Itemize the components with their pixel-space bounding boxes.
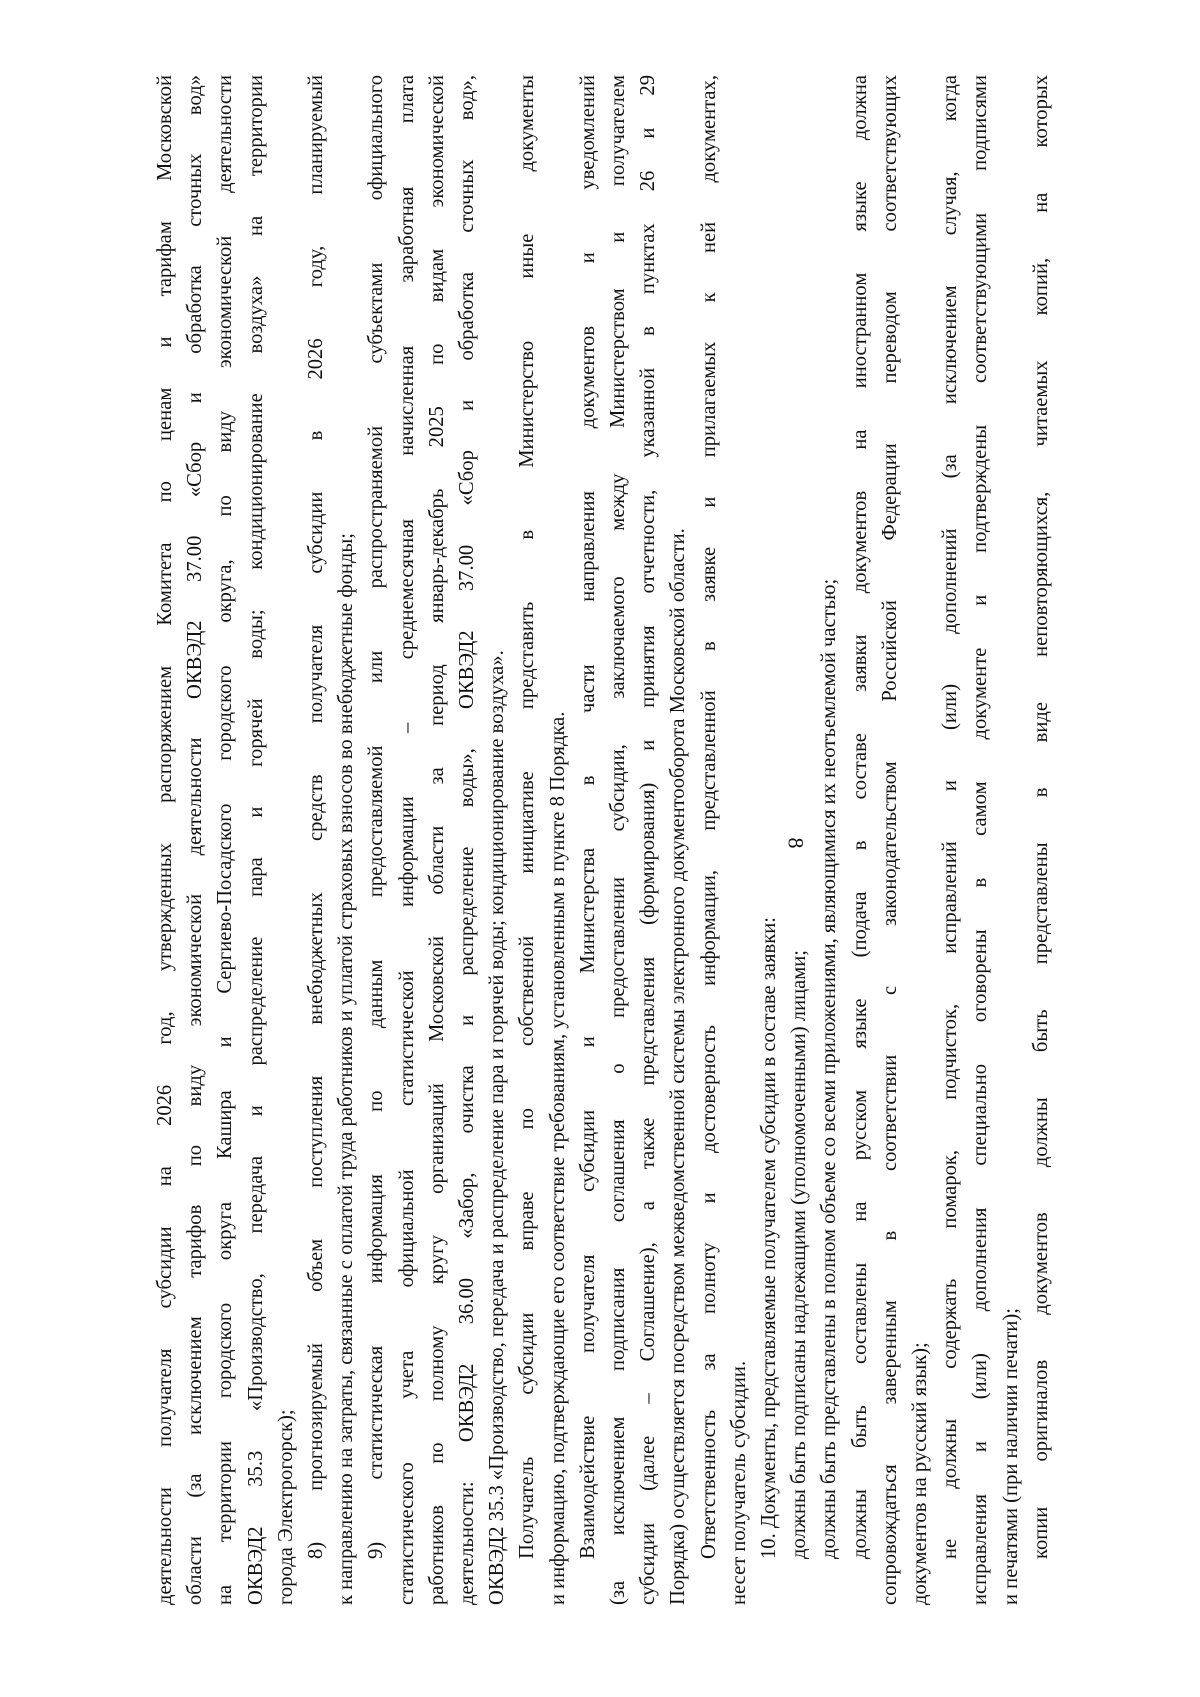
text-line: города Электрогорск); <box>274 1409 297 1605</box>
text-line: Ответственность за полноту и достоверность информации, представленной в заявке и прилагаемых к ней документах, <box>697 75 720 1559</box>
text-line: исправления и (или) дополнения специально оговорены в самом документе и подтверждены соответствующими подписями <box>969 75 992 1605</box>
text-line: Получатель субсидии вправе по собственной инициативе представить в Министерство иные документы <box>516 75 539 1559</box>
text-line: 9) статистическая информация по данным предоставляемой или распространяемой субъектами официального <box>365 75 388 1559</box>
document-body <box>150 75 1056 1605</box>
text-line: деятельности получателя субсидии на 2026 год, утвержденных распоряжением Комитета по ценам и тарифам Московской <box>154 75 176 1605</box>
text-line: на территории городского округа Кашира и Сергиево-Посадского городского округа, по виду экономической деятельности <box>214 75 237 1605</box>
text-line: деятельности: ОКВЭД2 36.00 «Забор, очистка и распределение воды», ОКВЭД2 37.00 «Сбор и обработка сточных вод», <box>456 75 479 1605</box>
text-line: должны быть подписаны надлежащими (уполномоченными) лицами; <box>788 949 811 1559</box>
text-line: и печатями (при наличии печати); <box>999 1308 1022 1605</box>
text-line: ОКВЭД2 35.3 «Производство, передача и распределение пара и горячей воды; кондиционирование воздуха». <box>486 650 509 1605</box>
text-line: и информацию, подтверждающие его соответствие требованиям, установленным в пункте 8 Порядка. <box>546 711 569 1605</box>
text-line: Взаимодействие получателя субсидии и Министерства в части направления документов и уведомлений <box>576 75 599 1559</box>
text-line: к направлению на затраты, связанные с оплатой труда работников и уплатой страховых взносов во внебюджетные фонды; <box>335 533 358 1605</box>
text-line: статистического учета официальной статистической информации – среднемесячная начисленная заработная плата <box>395 75 418 1605</box>
text-line: (за исключением подписания соглашения о предоставлении субсидии, заключаемого между Министерством и получателем <box>607 75 630 1605</box>
text-line: копии оригиналов документов должны быть представлены в виде неповторяющихся, читаемых копий, на которых <box>1029 75 1052 1559</box>
text-line: должны быть представлены в полном объеме со всеми приложениями, являющимися их неотъемлемой частью; <box>818 578 841 1559</box>
text-line: несет получатель субсидии. <box>727 1360 750 1605</box>
text-line: работников по полному кругу организаций Московской области за период январь-декабрь 2025 по видам экономической <box>425 75 448 1605</box>
text-line: сопровождаться заверенным в соответствии с законодательством Российской Федерации переводом соответствующих <box>878 75 901 1605</box>
text-line: не должны содержать помарок, подчисток, исправлений и (или) дополнений (за исключением случая, когда <box>939 75 962 1559</box>
text-line: Порядка) осуществляется посредством межведомственной системы электронного документооборота Московской области. <box>667 528 690 1605</box>
text-line: документов на русский язык); <box>909 1342 932 1605</box>
page-number: 8 <box>783 837 809 849</box>
text-line: субсидии (далее – Соглашение), а также представления (формирования) и принятия отчетности, указанной в пунктах 26 и 29 <box>637 75 660 1605</box>
text-line: должны быть составлены на русском языке (подача в составе заявки документов на иностранном языке должна <box>848 75 871 1559</box>
text-line: области (за исключением тарифов по виду экономической деятельности ОКВЭД2 37.00 «Сбор и обработка сточных вод» <box>184 75 207 1605</box>
text-line: 8) прогнозируемый объем поступления внебюджетных средств получателя субсидии в 2026 году, планируемый <box>305 75 328 1559</box>
text-line: 10. Документы, представляемые получателем субсидии в составе заявки: <box>758 917 781 1559</box>
text-line: ОКВЭД2 35.3 «Производство, передача и распределение пара и горячей воды; кондиционирование воздуха» на территории <box>244 75 267 1605</box>
